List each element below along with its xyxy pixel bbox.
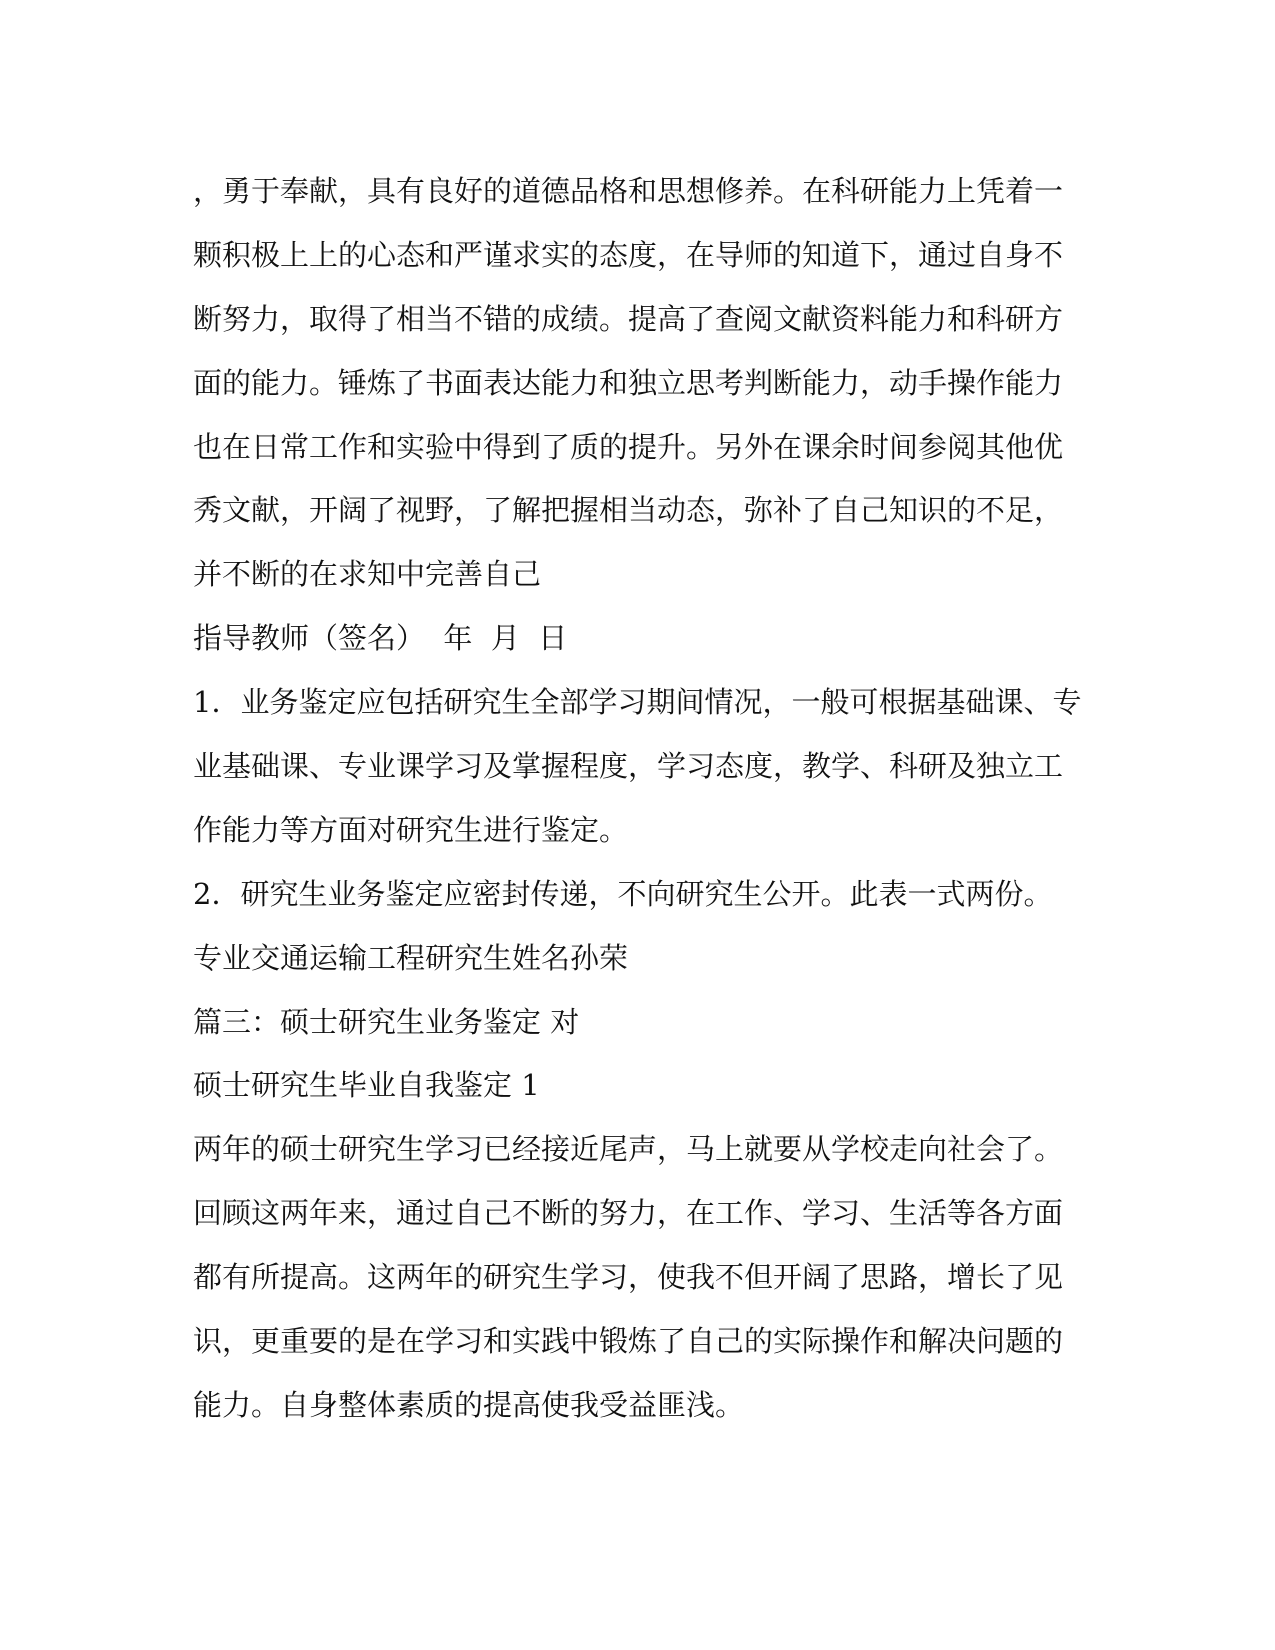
text-line: 都有所提高。这两年的研究生学习，使我不但开阔了思路，增长了见 bbox=[193, 1260, 1064, 1295]
section-heading: 篇三：硕士研究生业务鉴定 对 bbox=[193, 1004, 580, 1039]
note-item-2: 2．研究生业务鉴定应密封传递，不向研究生公开。此表一式两份。 bbox=[193, 876, 1053, 911]
text-line: 面的能力。锤炼了书面表达能力和独立思考判断能力，动手操作能力 bbox=[193, 365, 1064, 400]
text-line: 颗积极上上的心态和严谨求实的态度，在导师的知道下，通过自身不 bbox=[193, 237, 1064, 272]
text-line: 两年的硕士研究生学习已经接近尾声，马上就要从学校走向社会了。 bbox=[193, 1132, 1064, 1167]
text-line: 能力。自身整体素质的提高使我受益匪浅。 bbox=[193, 1387, 745, 1422]
text-line: ，勇于奉献，具有良好的道德品格和思想修养。在科研能力上凭着一 bbox=[193, 174, 1064, 208]
text-line: 秀文献，开阔了视野，了解把握相当动态，弥补了自己知识的不足， bbox=[193, 493, 1064, 528]
text-line: 断努力，取得了相当不错的成绩。提高了查阅文献资料能力和科研方 bbox=[193, 301, 1064, 336]
text-line: 作能力等方面对研究生进行鉴定。 bbox=[193, 812, 629, 847]
text-line: 业基础课、专业课学习及掌握程度，学习态度，教学、科研及独立工 bbox=[193, 749, 1064, 784]
subsection-heading: 硕士研究生毕业自我鉴定 1 bbox=[193, 1068, 540, 1103]
text-line: 识，更重要的是在学习和实践中锻炼了自己的实际操作和解决问题的 bbox=[193, 1324, 1064, 1359]
text-line: 也在日常工作和实验中得到了质的提升。另外在课余时间参阅其他优 bbox=[193, 429, 1064, 464]
document-body bbox=[193, 160, 1093, 1438]
text-line: 并不断的在求知中完善自己 bbox=[193, 557, 542, 592]
student-info-line: 专业交通运输工程研究生姓名孙荣 bbox=[193, 940, 629, 975]
signature-line: 指导教师（签名） 年 月 日 bbox=[193, 621, 568, 656]
text-line: 回顾这两年来，通过自己不断的努力，在工作、学习、生活等各方面 bbox=[193, 1196, 1064, 1231]
note-item-1: 1．业务鉴定应包括研究生全部学习期间情况，一般可根据基础课、专 bbox=[193, 685, 1082, 720]
